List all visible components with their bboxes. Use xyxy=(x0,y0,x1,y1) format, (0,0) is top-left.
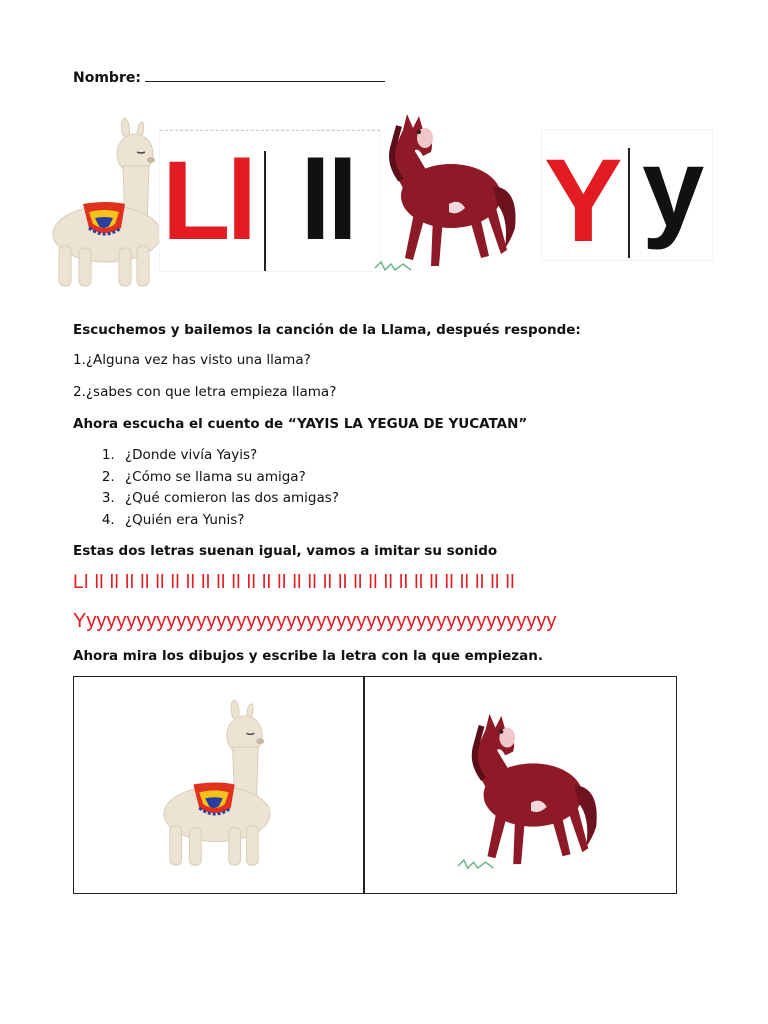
yy-sound-practice: Yyyyyyyyyyyyyyyyyyyyyyyyyyyyyyyyyyyyyyyyyyyyyyyy xyxy=(73,610,557,632)
ll-lowercase: ll xyxy=(300,138,355,263)
song-instruction: Escuchemos y bailemos la canción de la Llama, después responde: xyxy=(73,322,581,338)
ll-card-divider xyxy=(264,151,266,271)
llama-illustration xyxy=(45,116,165,291)
name-blank-line[interactable] xyxy=(145,71,385,82)
table-llama-illustration[interactable] xyxy=(155,698,275,870)
table-horse-illustration[interactable] xyxy=(455,708,605,874)
story-question: 3. ¿Qué comieron las dos amigas? xyxy=(119,488,339,510)
story-question: 4. ¿Quién era Yunis? xyxy=(119,510,339,532)
ll-sound-practice: Ll ll ll ll ll ll ll ll ll ll ll ll ll ll ll ll ll ll ll ll ll ll ll ll ll ll ll ll ll xyxy=(73,572,515,593)
horse-illustration xyxy=(373,108,523,276)
letters-banner xyxy=(45,108,725,293)
story-instruction: Ahora escucha el cuento de “YAYIS LA YEGUA DE YUCATAN” xyxy=(73,416,528,432)
story-question: 2. ¿Cómo se llama su amiga? xyxy=(119,467,339,489)
name-label: Nombre: xyxy=(73,70,141,86)
ll-letter-card xyxy=(160,130,380,271)
llama-blanket xyxy=(83,202,125,234)
yy-card-divider xyxy=(628,148,630,258)
sound-instruction: Estas dos letras suenan igual, vamos a imitar su sonido xyxy=(73,543,498,559)
drawing-instruction: Ahora mira los dibujos y escribe la letra con la que empiezan. xyxy=(73,648,543,664)
story-question: 1. ¿Donde vivía Yayis? xyxy=(119,445,339,467)
answer-table-divider xyxy=(363,676,365,894)
yy-letter-card xyxy=(542,125,712,267)
question-1: 1.¿Alguna vez has visto una llama? xyxy=(73,352,311,368)
y-lowercase: y xyxy=(642,125,705,250)
question-2: 2.¿sabes con que letra empieza llama? xyxy=(73,384,337,400)
ll-uppercase: Ll xyxy=(162,138,254,263)
y-uppercase: Y xyxy=(544,135,623,267)
name-field-label xyxy=(73,70,385,86)
story-questions-list xyxy=(93,445,339,531)
